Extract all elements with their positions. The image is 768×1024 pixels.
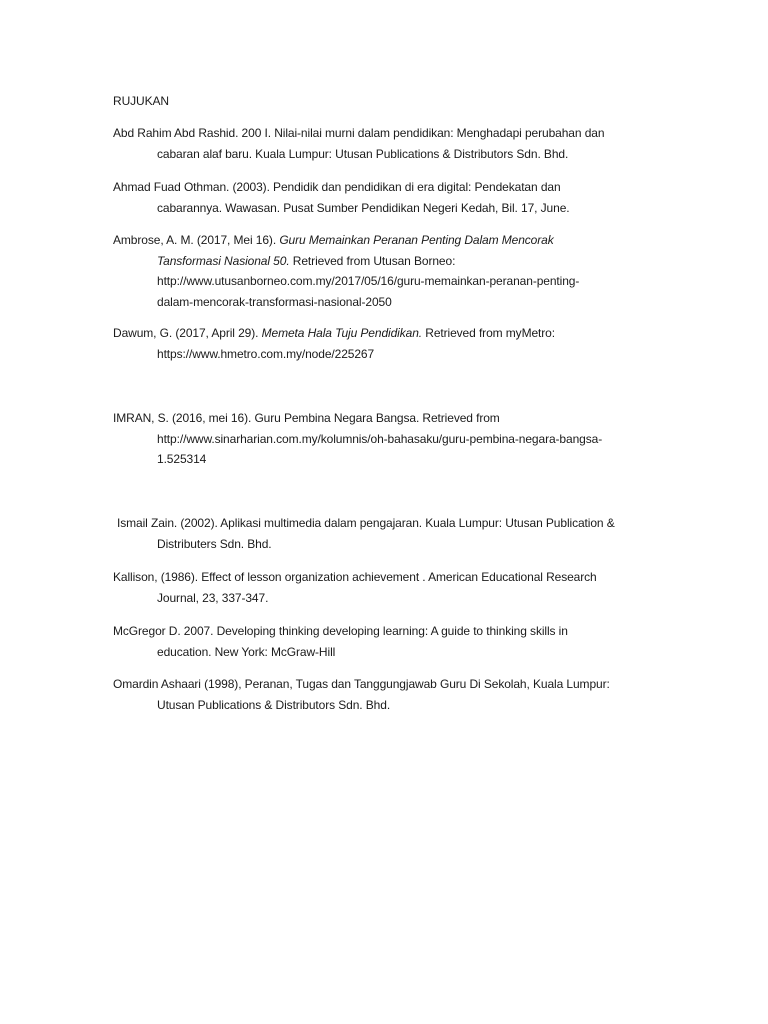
reference-text: Ambrose, A. M. (2017, Mei 16). xyxy=(113,233,280,247)
reference-text: education. New York: McGraw-Hill xyxy=(157,644,336,659)
reference-entry xyxy=(113,323,753,364)
reference-text: Ahmad Fuad Othman. (2003). Pendidik dan pendidikan di era digital: Pendekatan dan xyxy=(113,180,561,194)
reference-text: cabaran alaf baru. Kuala Lumpur: Utusan Publications & Distributors Sdn. Bhd. xyxy=(157,146,569,161)
reference-url: dalam-mencorak-transformasi-nasional-2050 xyxy=(157,294,392,309)
reference-entry xyxy=(117,513,757,554)
reference-entry xyxy=(113,408,753,470)
reference-line xyxy=(113,567,753,588)
reference-text: Kallison, (1986). Effect of lesson organization achievement . American Educational Research xyxy=(113,570,597,584)
reference-text: Ismail Zain. (2002). Aplikasi multimedia dalam pengajaran. Kuala Lumpur: Utusan Publication & xyxy=(117,516,615,530)
reference-url-line xyxy=(113,292,753,313)
reference-entry xyxy=(113,674,753,715)
reference-text: IMRAN, S. (2016, mei 16). Guru Pembina Negara Bangsa. Retrieved from xyxy=(113,411,500,425)
reference-line xyxy=(113,588,753,609)
reference-url-line xyxy=(113,429,753,450)
reference-line xyxy=(113,251,753,272)
reference-text: Retrieved from Utusan Borneo: xyxy=(289,253,456,268)
reference-title-italic: Memeta Hala Tuju Pendidikan. xyxy=(261,326,423,340)
reference-url: http://www.utusanborneo.com.my/2017/05/16/guru-memainkan-peranan-penting- xyxy=(157,274,580,288)
reference-entry xyxy=(113,567,753,608)
reference-title-italic: Guru Memainkan Peranan Penting Dalam Mencorak xyxy=(279,233,554,247)
reference-url-line xyxy=(113,449,753,470)
reference-text: Distributers Sdn. Bhd. xyxy=(157,536,272,551)
references-heading: RUJUKAN xyxy=(113,94,169,108)
reference-title-italic: Tansformasi Nasional 50. xyxy=(157,253,290,268)
reference-entry xyxy=(113,177,753,218)
reference-text: Retrieved from myMetro: xyxy=(422,326,555,340)
reference-line xyxy=(113,198,753,219)
reference-text: Dawum, G. (2017, April 29). xyxy=(113,326,262,340)
reference-line xyxy=(113,123,753,144)
reference-text: Utusan Publications & Distributors Sdn. Bhd. xyxy=(157,697,391,712)
reference-line xyxy=(113,177,753,198)
reference-line xyxy=(113,674,753,695)
reference-url-line xyxy=(113,271,753,292)
reference-line xyxy=(117,534,757,555)
reference-entry xyxy=(113,123,753,164)
reference-text: Abd Rahim Abd Rashid. 200 I. Nilai-nilai murni dalam pendidikan: Menghadapi perubahan dan xyxy=(113,126,605,140)
reference-line xyxy=(113,144,753,165)
reference-line xyxy=(113,621,753,642)
reference-text: Omardin Ashaari (1998), Peranan, Tugas dan Tanggungjawab Guru Di Sekolah, Kuala Lumpur: xyxy=(113,677,610,691)
reference-url: http://www.sinarharian.com.my/kolumnis/oh-bahasaku/guru-pembina-negara-bangsa- xyxy=(157,431,603,446)
reference-line xyxy=(113,642,753,663)
reference-line xyxy=(113,230,753,251)
reference-line xyxy=(117,513,757,534)
reference-url: 1.525314 xyxy=(157,452,207,466)
reference-url-line xyxy=(113,344,753,365)
reference-line xyxy=(113,323,753,344)
reference-entry xyxy=(113,230,753,312)
reference-text: cabarannya. Wawasan. Pusat Sumber Pendidikan Negeri Kedah, Bil. 17, June. xyxy=(157,200,570,215)
reference-entry xyxy=(113,621,753,662)
reference-text: Journal, 23, 337-347. xyxy=(157,590,269,605)
reference-url: https://www.hmetro.com.my/node/225267 xyxy=(157,346,375,361)
reference-text: McGregor D. 2007. Developing thinking developing learning: A guide to thinking skills in xyxy=(113,624,568,638)
reference-line xyxy=(113,408,753,429)
reference-line xyxy=(113,695,753,716)
